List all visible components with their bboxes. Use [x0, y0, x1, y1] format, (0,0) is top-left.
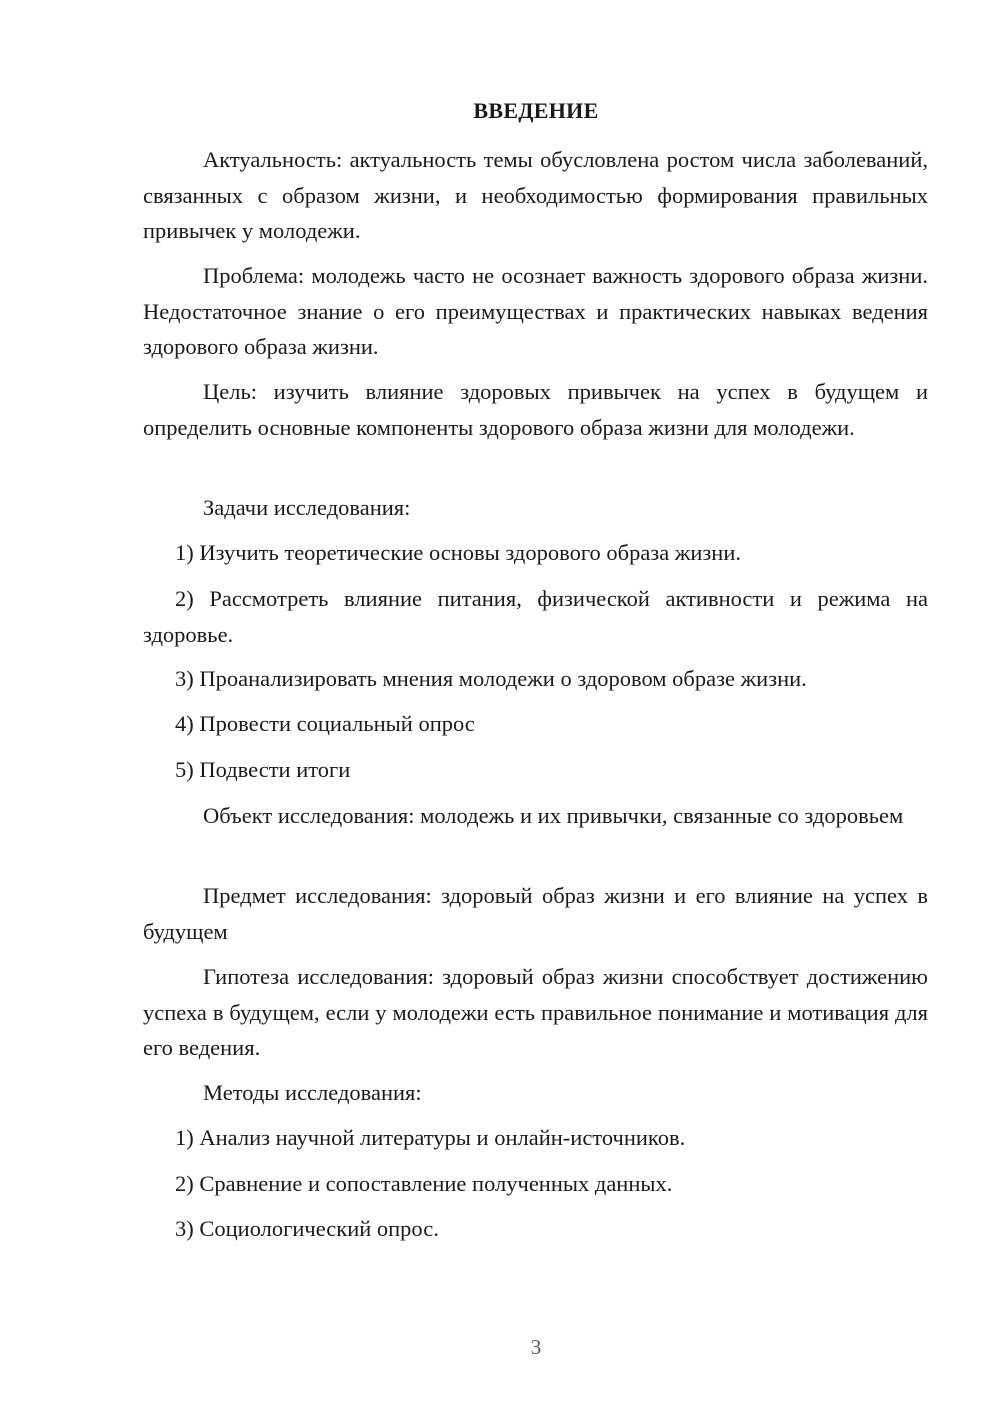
methods-heading: Методы исследования:	[203, 1080, 422, 1105]
page-number: 3	[530, 1335, 542, 1359]
goal-paragraph: Цель: изучить влияние здоровых привычек на успех в будущем и определить основные компоненты здорового образа жизни для молодежи.	[143, 379, 928, 440]
task-item: 4) Провести социальный опрос	[175, 711, 475, 736]
method-item: 3) Социологический опрос.	[175, 1216, 439, 1241]
hypothesis-paragraph: Гипотеза исследования: здоровый образ жизни способствует достижению успеха в будущем, если у молодежи есть правильное понимание и мотивация для его ведения.	[143, 964, 928, 1060]
task-item: 5) Подвести итоги	[175, 757, 351, 782]
relevance-paragraph: Актуальность: актуальность темы обусловлена ростом числа заболеваний, связанных с образом жизни, и необходимостью формирования правильных привычек у молодежи.	[143, 147, 928, 243]
problem-paragraph: Проблема: молодежь часто не осознает важность здорового образа жизни. Недостаточное знание о его преимуществах и практических навыках ведения здорового образа жизни.	[143, 263, 928, 359]
section-title: ВВЕДЕНИЕ	[473, 98, 599, 123]
task-item: 3) Проанализировать мнения молодежи о здоровом образе жизни.	[175, 666, 807, 691]
object-paragraph: Объект исследования: молодежь и их привычки, связанные со здоровьем	[203, 803, 904, 828]
task-item: 2) Рассмотреть влияние питания, физической активности и режима на здоровье.	[143, 586, 928, 647]
task-item: 1) Изучить теоретические основы здорового образа жизни.	[175, 540, 741, 565]
method-item: 1) Анализ научной литературы и онлайн-источников.	[175, 1125, 686, 1150]
method-item: 2) Сравнение и сопоставление полученных данных.	[175, 1171, 673, 1196]
subject-paragraph: Предмет исследования: здоровый образ жизни и его влияние на успех в будущем	[143, 883, 928, 944]
tasks-heading: Задачи исследования:	[203, 495, 411, 520]
